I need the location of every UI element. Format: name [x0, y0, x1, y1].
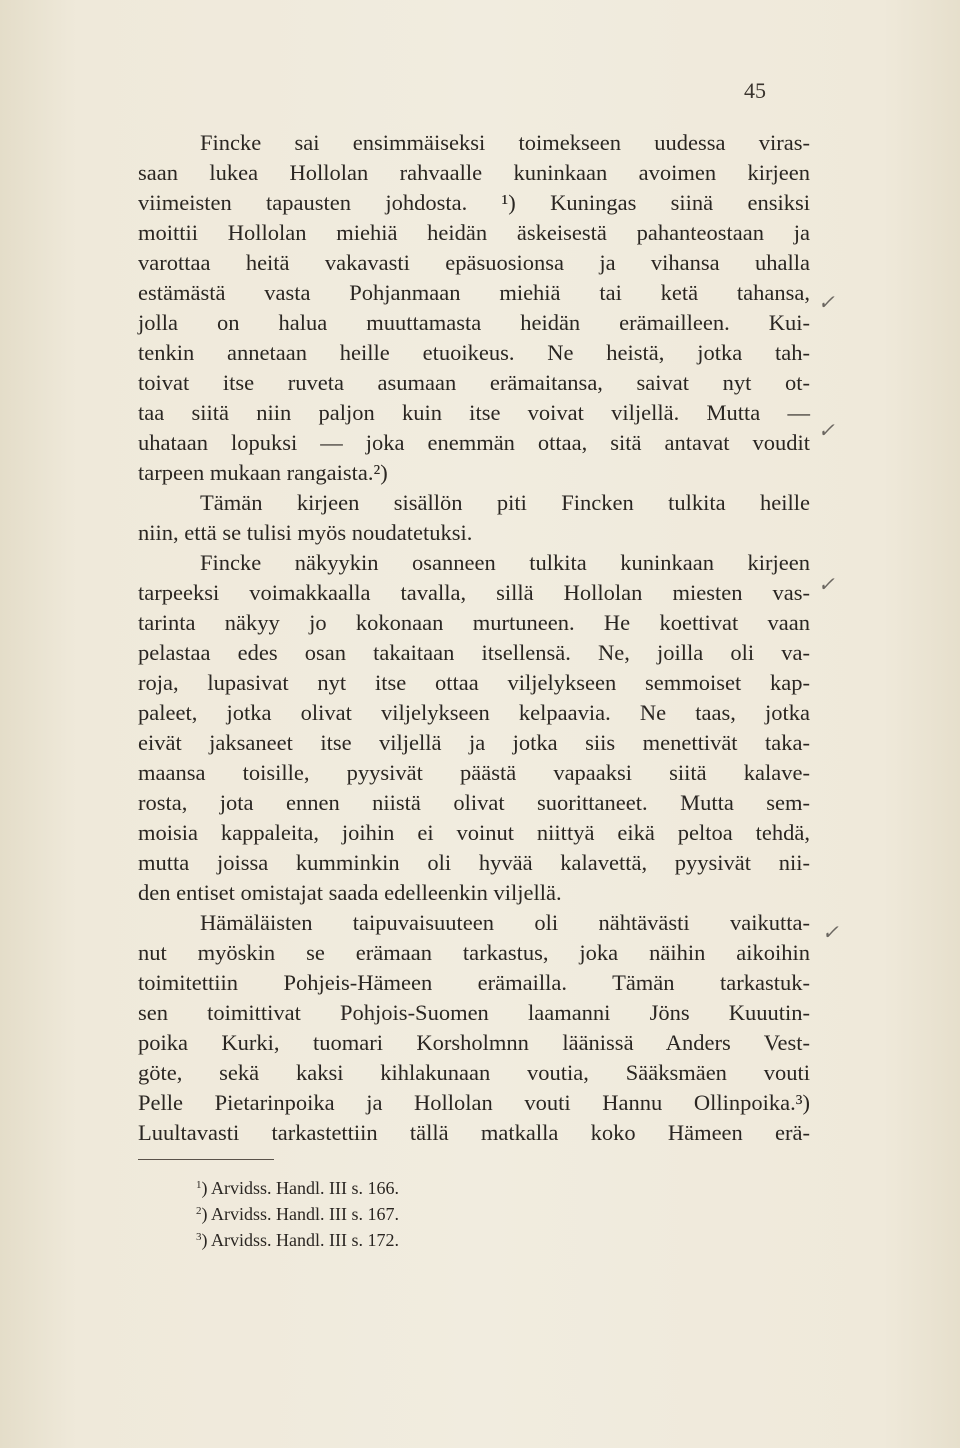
text-line: tenkin annetaan heille etuoikeus. Ne heistä, jotka tah- [138, 340, 810, 365]
text-line: tarpeeksi voimakkaalla tavalla, sillä Hollolan miesten vas- [138, 580, 810, 605]
text-line: moittii Hollolan miehiä heidän äskeisestä pahanteostaan ja [138, 220, 810, 245]
text-line: den entiset omistajat saada edelleenkin viljellä. [138, 880, 562, 905]
footnotes [196, 1172, 596, 1250]
text-line: saan lukea Hollolan rahvaalle kuninkaan avoimen kirjeen [138, 160, 810, 185]
text-line: sen toimittivat Pohjois-Suomen laamanni Jöns Kuuutin- [138, 1000, 810, 1025]
text-line: niin, että se tulisi myös noudatetuksi. [138, 520, 473, 545]
text-line: Fincke näkyykin osanneen tulkita kuninkaan kirjeen [200, 550, 810, 575]
text-line: estämästä vasta Pohjanmaan miehiä tai ketä tahansa, [138, 280, 810, 305]
text-line: Hämäläisten taipuvaisuuteen oli nähtävästi vaikutta- [200, 910, 810, 935]
text-line: göte, sekä kaksi kihlakunaan voutia, Sääksmäen vouti [138, 1060, 810, 1085]
text-line: tarpeen mukaan rangaista.²) [138, 460, 388, 485]
text-line: toimitettiin Pohjeis-Hämeen erämailla. Tämän tarkastuk- [138, 970, 810, 995]
text-line: roja, lupasivat nyt itse ottaa viljelykseen semmoiset kap- [138, 670, 810, 695]
footnote-text: Arvidss. Handl. III s. 172. [211, 1230, 399, 1250]
text-line: varottaa heitä vakavasti epäsuosionsa ja vihansa uhalla [138, 250, 810, 275]
text-line: paleet, jotka olivat viljelykseen kelpaavia. Ne taas, jotka [138, 700, 810, 725]
page-number: 45 [744, 78, 766, 103]
margin-check-mark: ✓ [818, 574, 835, 596]
text-line: jolla on halua muuttamasta heidän erämailleen. Kui- [138, 310, 810, 335]
text-line: tarinta näkyy jo kokonaan murtuneen. He koettivat vaan [138, 610, 810, 635]
text-line: poika Kurki, tuomari Korsholmnn läänissä Anders Vest- [138, 1030, 810, 1055]
text-line: maansa toisille, pyysivät päästä vapaaksi siitä kalave- [138, 760, 810, 785]
footnote [196, 1198, 596, 1224]
footnote-marker: 1 [196, 1179, 202, 1191]
footnote [196, 1172, 596, 1198]
footnote-marker: 2 [196, 1205, 202, 1217]
footnote-divider [138, 1159, 274, 1160]
text-line: Fincke sai ensimmäiseksi toimekseen uudessa viras- [200, 130, 810, 155]
text-line: Tämän kirjeen sisällön piti Fincken tulkita heille [200, 490, 810, 515]
text-line: nut myöskin se erämaan tarkastus, joka näihin aikoihin [138, 940, 810, 965]
margin-check-mark: ✓ [818, 292, 835, 314]
body-text [138, 128, 810, 1148]
text-line: Luultavasti tarkastettiin tällä matkalla koko Hämeen erä- [138, 1120, 810, 1145]
footnote-paren: ) [201, 1204, 212, 1224]
text-line: Pelle Pietarinpoika ja Hollolan vouti Hannu Ollinpoika.³) [138, 1090, 810, 1115]
footnote-text: Arvidss. Handl. III s. 167. [211, 1204, 399, 1224]
text-line: uhataan lopuksi — joka enemmän ottaa, sitä antavat voudit [138, 430, 810, 455]
text-line: eivät jaksaneet itse viljellä ja jotka siis menettivät taka- [138, 730, 810, 755]
footnote-marker: 3 [196, 1231, 202, 1243]
text-line: viimeisten tapausten johdosta. ¹) Kuningas siinä ensiksi [138, 190, 810, 215]
text-line: rosta, jota ennen niistä olivat suorittaneet. Mutta sem- [138, 790, 810, 815]
footnote-paren: ) [201, 1230, 212, 1250]
text-line: mutta joissa kumminkin oli hyvää kalavettä, pyysivät nii- [138, 850, 810, 875]
text-line: pelastaa edes osan takaitaan itsellensä. Ne, joilla oli va- [138, 640, 810, 665]
footnote [196, 1224, 596, 1250]
text-line: taa siitä niin paljon kuin itse voivat viljellä. Mutta — [138, 400, 810, 425]
text-line: toivat itse ruveta asumaan erämaitansa, saivat nyt ot- [138, 370, 810, 395]
footnote-paren: ) [201, 1178, 212, 1198]
footnote-text: Arvidss. Handl. III s. 166. [211, 1178, 399, 1198]
text-line: moisia kappaleita, joihin ei voinut niittyä eikä peltoa tehdä, [138, 820, 810, 845]
margin-check-mark: ✓ [822, 922, 839, 944]
margin-check-mark: ✓ [818, 420, 835, 442]
